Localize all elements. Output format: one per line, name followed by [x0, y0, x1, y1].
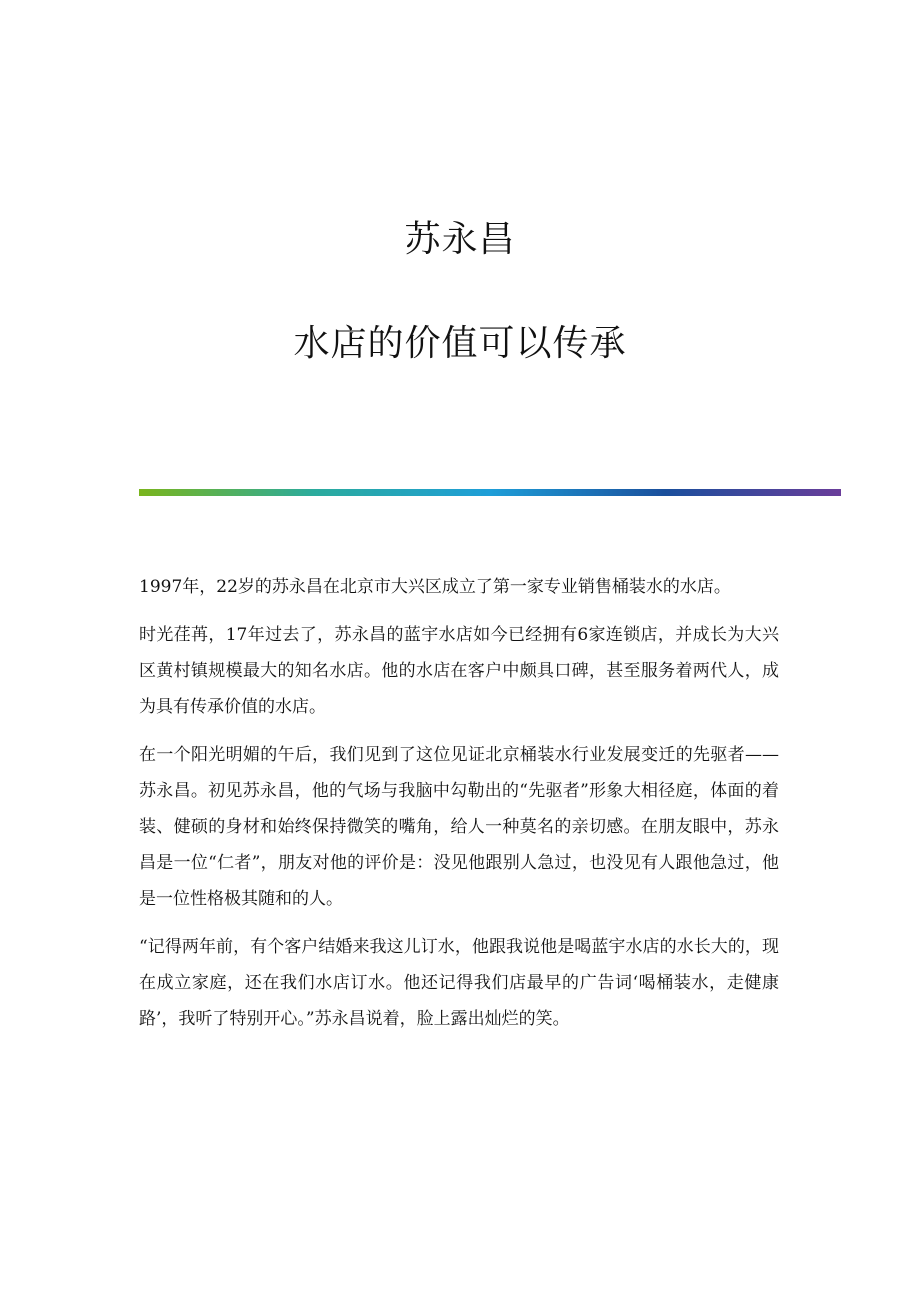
document-subtitle: 水店的价值可以传承 — [293, 323, 627, 364]
paragraph: “记得两年前，有个客户结婚来我这儿订水，他跟我说他是喝蓝宇水店的水长大的，现在成立家庭，还在我们水店订水。他还记得我们店最早的广告词‘喝桶装水，走健康路’，我听了特别开心。”苏永昌说着，脸上露出灿烂的笑。 — [139, 937, 779, 1029]
paragraph: 1997年，22岁的苏永昌在北京市大兴区成立了第一家专业销售桶装水的水店。 — [139, 577, 731, 597]
paragraph: 在一个阳光明媚的午后，我们见到了这位见证北京桶装水行业发展变迁的先驱者——苏永昌。初见苏永昌，他的气场与我脑中勾勒出的“先驱者”形象大相径庭，体面的着装、健硕的身材和始终保持微笑的嘴角，给人一种莫名的亲切感。在朋友眼中，苏永昌是一位“仁者”，朋友对他的评价是：没见他跟别人急过，也没见有人跟他急过，他是一位性格极其随和的人。 — [139, 745, 779, 909]
paragraph: 时光荏苒，17年过去了，苏永昌的蓝宇水店如今已经拥有6家连锁店，并成长为大兴区黄村镇规模最大的知名水店。他的水店在客户中颇具口碑，甚至服务着两代人，成为具有传承价值的水店。 — [139, 625, 779, 717]
document-title: 苏永昌 — [404, 219, 516, 260]
article-body — [139, 569, 779, 1049]
gradient-divider — [139, 489, 841, 496]
